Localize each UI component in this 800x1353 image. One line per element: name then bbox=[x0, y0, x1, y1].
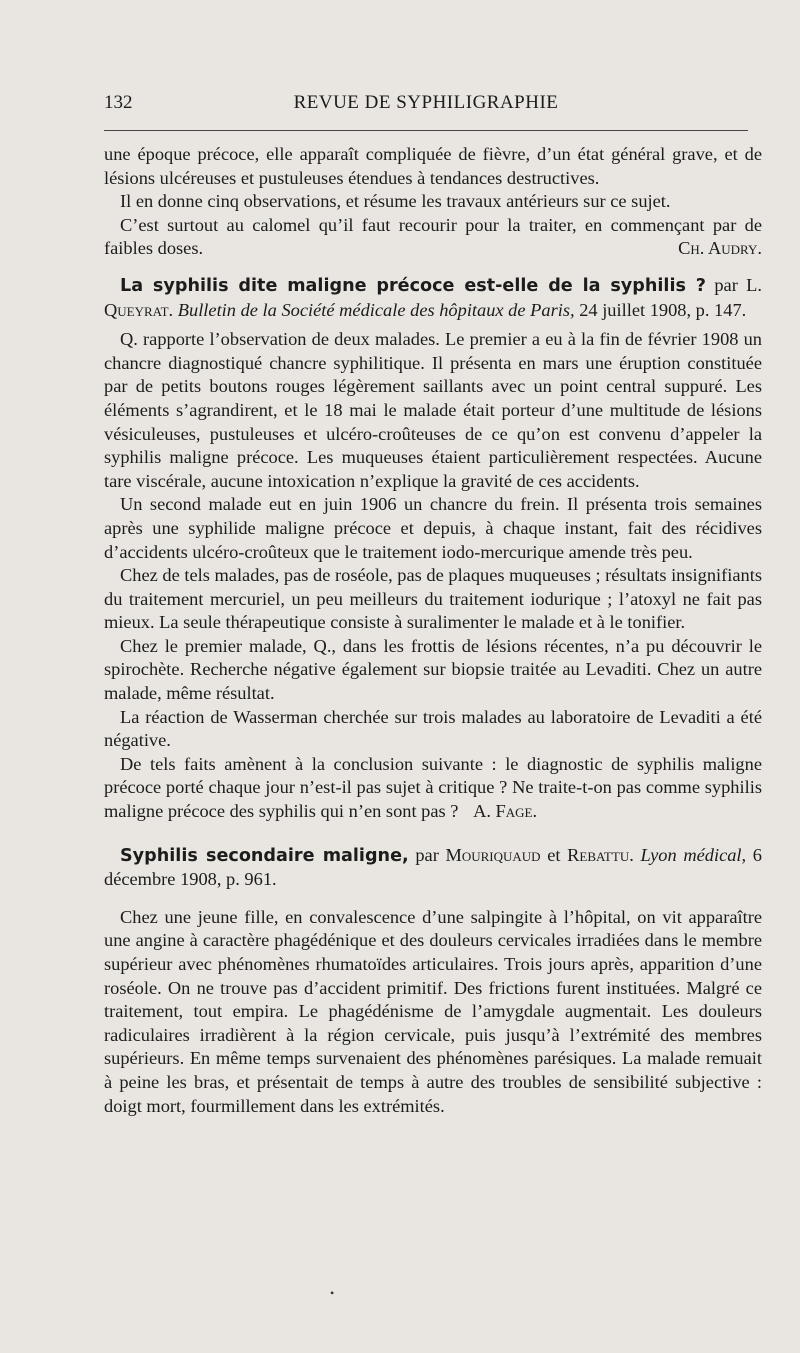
paragraph: La réaction de Wasserman cherchée sur trois malades au laboratoire de Levaditi a été négative. bbox=[104, 706, 762, 751]
article-by: par L. bbox=[714, 274, 762, 295]
article-by: par bbox=[415, 844, 439, 865]
paragraph: Un second malade eut en juin 1906 un chancre du frein. Il présenta trois semaines après une syphilide maligne précoce et depuis, à chaque instant, fait des récidives d’accidents ulcéro-croûteux que le traitement iodo-mercurique amende très peu. bbox=[104, 494, 762, 562]
stray-mark: • bbox=[330, 1286, 335, 1300]
paragraph: Il en donne cinq observations, et résume les travaux antérieurs sur ce sujet. bbox=[120, 191, 671, 212]
article-journal: Lyon médical, bbox=[640, 844, 747, 865]
paragraph-text: De tels faits amènent à la conclusion suivante : le diagnostic de syphilis maligne précoce porté chaque jour n’est-il pas sujet à critique ? Ne traite-t-on pas comme syphilis maligne précoce des syphilis qui n’en sont pas ? bbox=[104, 753, 762, 822]
paragraph: une époque précoce, elle apparaît compliquée de fièvre, d’un état général grave, et de lésions ulcéreuses et pustuleuses étendues à tendances destructives. bbox=[104, 144, 762, 188]
running-head bbox=[104, 92, 770, 122]
paragraph: Chez une jeune fille, en convalescence d’une salpingite à l’hôpital, on vit apparaître une angine à caractère phagédénique et des douleurs cervicales irradiées dans le membre supérieur avec phénomènes rhumatoïdes articulaires. Trois jours après, apparition d’une roséole. On ne trouve pas d’accident primitif. Des frictions furent instituées. Malgré ce traitement, tout empira. Le phagédénisme de l’amygdale augmentait. Les douleurs radiculaires irradièrent à la région cervicale, puis jusqu’à l’extrémité des membres supérieurs. En même temps survenaient des phénomènes parésiques. La malade remuait à peine les bras, et présentait de temps à autre des troubles de sensibilité subjective : doigt mort, fourmillement dans les extrémités. bbox=[104, 906, 762, 1116]
paragraph: Chez le premier malade, Q., dans les frottis de lésions récentes, n’a pu découvrir le spirochète. Recherche négative également sur biopsie traitée au Levaditi. Chez un autre malade, même résultat. bbox=[104, 635, 762, 704]
paragraph: Q. rapporte l’observation de deux malades. Le premier a eu à la fin de février 1908 un chancre diagnostiqué chancre syphilitique. Il présenta en mars une éruption constituée par de petits boutons rouges légèrement saillants avec un point central suppuré. Les éléments s’agrandirent, et le 18 mai le malade était porteur d’une multitude de lésions vésiculeuses, pustuleuses et ulcéro-croûteuses de ce qu’on est convenu d’appeler la syphilis maligne précoce. Les muqueuses étaient particulièrement respectées. Aucune tare viscérale, aucune intoxication n’explique la gravité de ces accidents. bbox=[104, 329, 762, 491]
article-author: Queyrat. bbox=[104, 299, 174, 320]
article-title: Syphilis secondaire maligne, bbox=[120, 845, 409, 866]
article-title: La syphilis dite maligne précoce est-elle de la syphilis ? bbox=[120, 275, 707, 296]
signature: A. Fage. bbox=[473, 801, 538, 822]
article-reference: 24 juillet 1908, p. 147. bbox=[579, 299, 747, 320]
header-rule bbox=[104, 130, 748, 131]
journal-running-title: REVUE DE SYPHILIGRAPHIE bbox=[293, 92, 559, 113]
paragraph-text: C’est surtout au calomel qu’il faut recourir pour la traiter, en commençant par de faibles doses. bbox=[104, 214, 762, 259]
article-author: Rebattu. bbox=[567, 844, 634, 865]
article-and: et bbox=[547, 844, 561, 865]
article-heading bbox=[104, 274, 762, 322]
article-reference: 6 décembre 1908, p. 961. bbox=[104, 844, 762, 890]
article-heading bbox=[104, 844, 762, 892]
article-journal: Bulletin de la Société médicale des hôpitaux de Paris, bbox=[177, 299, 575, 320]
article-author: Mouriquaud bbox=[445, 844, 541, 865]
paragraph bbox=[104, 214, 762, 261]
paragraph bbox=[104, 753, 762, 824]
page-number: 132 bbox=[104, 92, 133, 113]
paragraph: Chez de tels malades, pas de roséole, pas de plaques muqueuses ; résultats insignifiants du traitement mercuriel, un peu meilleurs du traitement iodurique ; l’atoxyl ne fait pas mieux. La seule thérapeutique consiste à suralimenter le malade et à le tonifier. bbox=[104, 565, 762, 633]
signature: Ch. Audry. bbox=[678, 238, 762, 259]
body-text bbox=[104, 143, 770, 1118]
